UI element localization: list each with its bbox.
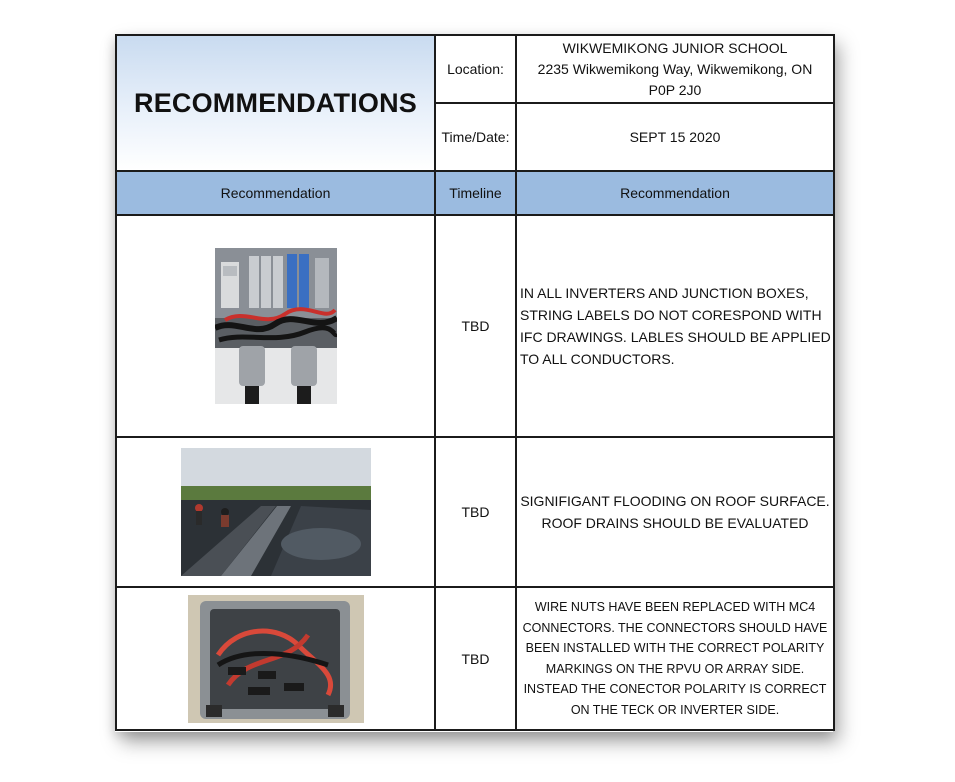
table-row xyxy=(116,587,834,730)
column-header-timeline: Timeline xyxy=(435,171,516,215)
timeline-value: TBD xyxy=(435,587,516,730)
photo-cell xyxy=(116,437,435,587)
recommendation-text xyxy=(516,587,834,730)
recommendation-line: ROOF DRAINS SHOULD BE EVALUATED xyxy=(541,515,809,531)
inverter-wiring-photo xyxy=(215,248,337,404)
date-value: SEPT 15 2020 xyxy=(516,103,834,171)
recommendation-line: SIGNIFIGANT FLOODING ON ROOF SURFACE. xyxy=(520,493,830,509)
timeline-value: TBD xyxy=(435,437,516,587)
recommendation-line: ON THE TECK OR INVERTER SIDE. xyxy=(570,702,780,717)
column-header-recommendation-photo: Recommendation xyxy=(116,171,435,215)
page-title: RECOMMENDATIONS xyxy=(116,35,435,171)
recommendation-line: IFC DRAWINGS. LABLES SHOULD BE APPLIED xyxy=(520,329,831,345)
recommendation-line: WIRE NUTS HAVE BEEN REPLACED WITH MC4 xyxy=(534,600,816,614)
recommendation-text xyxy=(516,215,834,437)
school-address: 2235 Wikwemikong Way, Wikwemikong, ON xyxy=(537,60,813,77)
recommendation-line: STRING LABELS DO NOT CORESPOND WITH xyxy=(520,307,822,323)
photo-cell xyxy=(116,215,435,437)
location-label: Location: xyxy=(435,35,516,103)
recommendation-line: CONNECTORS. THE CONNECTORS SHOULD HAVE xyxy=(522,620,828,635)
school-name: WIKWEMIKONG JUNIOR SCHOOL xyxy=(562,39,788,56)
column-header-recommendation-text: Recommendation xyxy=(516,171,834,215)
roof-flooding-photo xyxy=(181,448,371,576)
recommendation-line: TO ALL CONDUCTORS. xyxy=(520,351,675,367)
table-row xyxy=(116,437,834,587)
postal-code: P0P 2J0 xyxy=(648,81,702,98)
timeline-value: TBD xyxy=(435,215,516,437)
recommendation-line: MARKINGS ON THE RPVU OR ARRAY SIDE. xyxy=(545,661,805,676)
location-value xyxy=(516,35,834,103)
recommendation-line: BEEN INSTALLED WITH THE CORRECT POLARITY xyxy=(525,641,825,655)
date-label: Time/Date: xyxy=(435,103,516,171)
junction-box-photo xyxy=(188,595,364,723)
table-row xyxy=(116,215,834,437)
recommendation-text xyxy=(516,437,834,587)
recommendation-line: IN ALL INVERTERS AND JUNCTION BOXES, xyxy=(520,285,809,301)
recommendations-table xyxy=(115,34,835,731)
recommendations-sheet xyxy=(115,34,833,732)
photo-cell xyxy=(116,587,435,730)
recommendation-line: INSTEAD THE CONECTOR POLARITY IS CORRECT xyxy=(523,682,827,696)
